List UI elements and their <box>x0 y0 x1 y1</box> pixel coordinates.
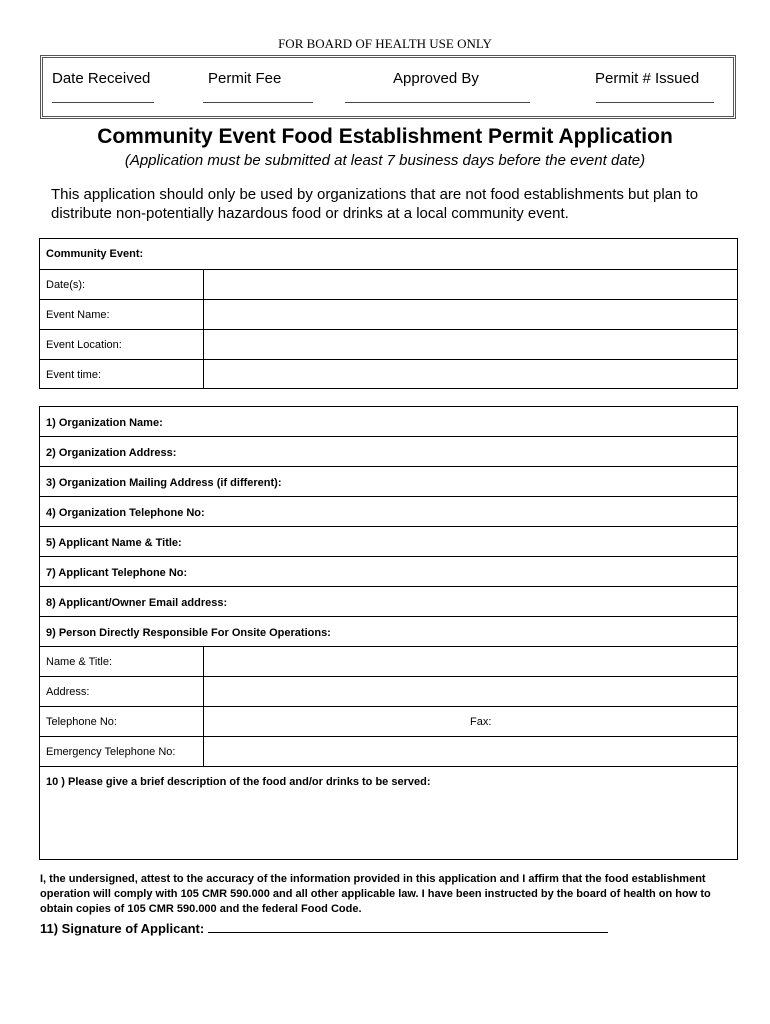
onsite-person-label: 9) Person Directly Responsible For Onsite Operations: <box>46 627 331 639</box>
onsite-fax-label: Fax: <box>470 716 492 728</box>
event-heading-row <box>40 239 737 270</box>
event-name-row <box>40 300 737 330</box>
event-location-input[interactable] <box>204 330 737 359</box>
event-dates-input[interactable] <box>204 270 737 299</box>
org-mailing-label: 3) Organization Mailing Address (if different): <box>46 477 282 489</box>
office-use-box <box>40 55 736 119</box>
signature-line[interactable] <box>208 920 608 933</box>
page-title: Community Event Food Establishment Permit Application <box>97 125 673 148</box>
event-table <box>39 238 738 389</box>
onsite-address-row <box>40 677 737 707</box>
attestation-text: I, the undersigned, attest to the accuracy of the information provided in this application and I affirm that the food establishment operation will comply with 105 CMR 590.000 and all other applicable law. I have been instructed by the board of health on how to obtain copies of 105 CMR 590.000 and the federal Food Code. <box>40 873 711 915</box>
applicant-email-label: 8) Applicant/Owner Email address: <box>46 597 228 609</box>
intro-text: This application should only be used by organizations that are not food establishments but plan to distribute non-potentially hazardous food or drinks at a local community event. <box>51 186 699 222</box>
event-time-row <box>40 360 737 389</box>
signature-block <box>40 920 608 936</box>
onsite-telephone-label: Telephone No: <box>46 716 117 728</box>
event-time-input[interactable] <box>204 360 737 389</box>
onsite-emergency-row <box>40 737 737 767</box>
onsite-name-input[interactable] <box>204 647 737 676</box>
event-heading: Community Event: <box>46 248 144 260</box>
permit-issued-field[interactable] <box>596 102 714 103</box>
event-location-row <box>40 330 737 360</box>
org-address-label: 2) Organization Address: <box>46 447 177 459</box>
org-name-label: 1) Organization Name: <box>46 417 163 429</box>
date-received-label: Date Received <box>52 70 151 87</box>
onsite-emergency-label: Emergency Telephone No: <box>46 746 176 758</box>
applicant-name-label: 5) Applicant Name & Title: <box>46 537 182 549</box>
office-use-header: FOR BOARD OF HEALTH USE ONLY <box>278 36 492 51</box>
food-description-row[interactable] <box>40 767 737 859</box>
org-address-row[interactable] <box>40 437 737 467</box>
event-dates-label: Date(s): <box>46 279 86 291</box>
page-subtitle: (Application must be submitted at least 7 business days before the event date) <box>124 152 646 169</box>
onsite-name-label: Name & Title: <box>46 656 113 668</box>
onsite-name-row <box>40 647 737 677</box>
event-name-input[interactable] <box>204 300 737 329</box>
onsite-telephone-row <box>40 707 737 737</box>
event-time-label: Event time: <box>46 369 102 381</box>
org-telephone-row[interactable] <box>40 497 737 527</box>
onsite-address-input[interactable] <box>204 677 737 706</box>
permit-fee-label: Permit Fee <box>208 70 282 87</box>
org-mailing-row[interactable] <box>40 467 737 497</box>
event-name-label: Event Name: <box>46 309 110 321</box>
event-location-label: Event Location: <box>46 339 122 351</box>
approved-by-label: Approved By <box>393 70 479 87</box>
onsite-person-row <box>40 617 737 647</box>
signature-label: 11) Signature of Applicant: <box>40 921 205 936</box>
org-name-row[interactable] <box>40 407 737 437</box>
onsite-address-label: Address: <box>46 686 90 698</box>
approved-by-field[interactable] <box>345 102 530 103</box>
food-description-label: 10 ) Please give a brief description of the food and/or drinks to be served: <box>46 776 431 788</box>
org-telephone-label: 4) Organization Telephone No: <box>46 507 205 519</box>
organization-table <box>39 406 738 860</box>
onsite-emergency-input[interactable] <box>204 737 737 766</box>
event-dates-row <box>40 270 737 300</box>
applicant-email-row[interactable] <box>40 587 737 617</box>
applicant-telephone-label: 7) Applicant Telephone No: <box>46 567 188 579</box>
applicant-telephone-row[interactable] <box>40 557 737 587</box>
permit-fee-field[interactable] <box>203 102 313 103</box>
permit-issued-label: Permit # Issued <box>595 70 700 87</box>
date-received-field[interactable] <box>52 102 154 103</box>
applicant-name-row[interactable] <box>40 527 737 557</box>
